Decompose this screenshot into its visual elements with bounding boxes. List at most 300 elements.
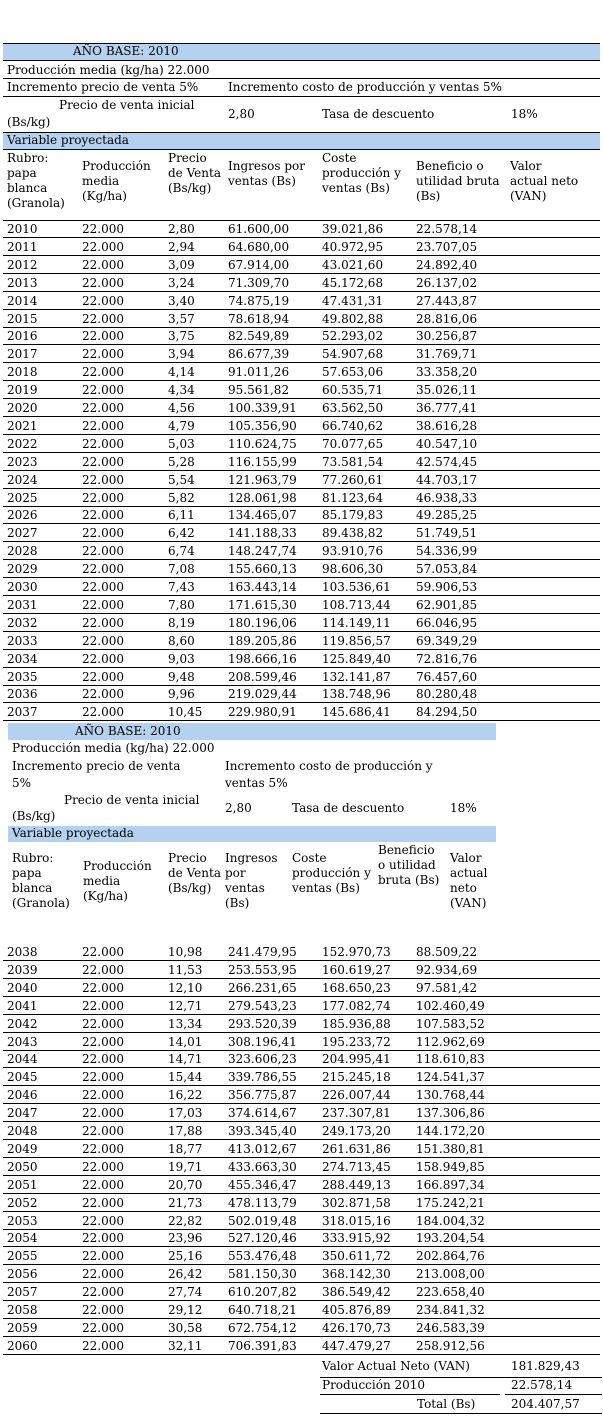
table-cell: 293.520,39 <box>228 1016 297 1031</box>
table2-price-increase-1: Incremento precio de venta <box>12 759 181 773</box>
row-divider <box>3 595 600 596</box>
table-cell: 22.000 <box>82 418 124 433</box>
table-cell: 405.876,89 <box>322 1303 391 1317</box>
row-divider <box>3 720 600 721</box>
table-row <box>0 1195 603 1212</box>
table1-projected: Variable proyectada <box>7 133 129 147</box>
table1-header-ingresos: Ingresos por ventas (Bs) <box>228 159 305 188</box>
table-cell: 215.245,18 <box>322 1070 391 1085</box>
table-cell: 2010 <box>7 222 38 236</box>
table-cell: 22.000 <box>82 562 124 577</box>
table-cell: 350.611,72 <box>322 1249 391 1264</box>
table-cell: 22,82 <box>168 1213 203 1228</box>
table1-header-produccion: Producción media (Kg/ha) <box>82 159 151 203</box>
table2-initial-price-unit: (Bs/kg) <box>12 809 56 823</box>
table-row <box>0 651 603 668</box>
table-row <box>0 1087 603 1104</box>
row-divider <box>3 667 600 668</box>
row-divider <box>3 327 600 328</box>
table-cell: 22.000 <box>82 669 124 684</box>
table-cell: 226.007,44 <box>322 1088 391 1103</box>
row-divider <box>3 1085 600 1086</box>
table-row <box>0 1177 603 1194</box>
table-cell: 2033 <box>7 633 38 648</box>
table-cell: 195.233,72 <box>322 1034 391 1049</box>
table-cell: 67.914,00 <box>228 257 290 272</box>
table-cell: 253.553,95 <box>228 962 297 977</box>
table-cell: 279.543,23 <box>228 998 297 1013</box>
table-row <box>0 579 603 596</box>
row-divider <box>3 523 600 524</box>
table-cell: 10,45 <box>168 705 203 720</box>
table-cell: 22.000 <box>82 1070 124 1085</box>
table-cell: 2060 <box>7 1338 38 1353</box>
table-cell: 124.541,37 <box>416 1070 485 1085</box>
table-cell: 22.000 <box>82 615 124 630</box>
table-cell: 2045 <box>7 1070 38 1085</box>
table2-header-precio: Precio de Venta (Bs/kg) <box>168 851 221 895</box>
table-cell: 22.000 <box>82 998 124 1013</box>
table-cell: 22.000 <box>82 945 124 959</box>
table-cell: 36.777,41 <box>416 401 478 415</box>
table-cell: 7,80 <box>168 597 195 612</box>
table-cell: 148.247,74 <box>228 544 297 559</box>
table-cell: 323.606,23 <box>228 1052 297 1067</box>
table-cell: 40.972,95 <box>322 239 384 254</box>
table-cell: 447.479,27 <box>322 1338 391 1353</box>
table-cell: 386.549,42 <box>322 1285 391 1300</box>
row-divider <box>3 1336 600 1337</box>
row-divider <box>3 434 600 435</box>
table-cell: 249.173,20 <box>322 1124 391 1138</box>
table-row <box>0 1302 603 1319</box>
table-cell: 426.170,73 <box>322 1320 391 1335</box>
table-cell: 2040 <box>7 980 38 995</box>
row-divider <box>3 237 600 238</box>
table-cell: 258.912,56 <box>416 1338 485 1353</box>
table-cell: 180.196,06 <box>228 615 297 630</box>
table-cell: 393.345,40 <box>228 1124 297 1138</box>
table-cell: 27,74 <box>168 1285 203 1300</box>
table-row <box>0 980 603 997</box>
table-cell: 22.000 <box>82 454 124 469</box>
row-divider <box>3 685 600 686</box>
row-divider <box>3 380 600 381</box>
row-divider <box>3 1032 600 1033</box>
table-cell: 42.574,45 <box>416 454 478 469</box>
table-row <box>0 1284 603 1301</box>
table-row <box>0 507 603 524</box>
table-cell: 171.615,30 <box>228 597 297 612</box>
table-cell: 672.754,12 <box>228 1320 297 1335</box>
table-cell: 22.000 <box>82 1106 124 1121</box>
row-divider <box>3 1300 600 1301</box>
table-cell: 2,80 <box>168 222 195 236</box>
table-cell: 23,96 <box>168 1231 203 1246</box>
table-cell: 63.562,50 <box>322 401 384 415</box>
table2-header-rubro: Rubro: papa blanca (Granola) <box>12 851 70 910</box>
table-row <box>0 1069 603 1086</box>
table-row <box>0 633 603 650</box>
table-cell: 8,60 <box>168 633 195 648</box>
row-divider <box>3 577 600 578</box>
table-cell: 5,03 <box>168 436 195 451</box>
table-cell: 333.915,92 <box>322 1231 391 1246</box>
table-row <box>0 998 603 1015</box>
table1-price-increase: Incremento precio de venta 5% <box>7 80 199 94</box>
table-cell: 158.949,85 <box>416 1159 485 1174</box>
table-cell: 35.026,11 <box>416 383 478 398</box>
row-divider <box>3 1157 600 1158</box>
table-row <box>0 1105 603 1122</box>
table-cell: 54.907,68 <box>322 347 384 362</box>
row-divider <box>3 1229 600 1230</box>
table-cell: 455.346,47 <box>228 1177 297 1192</box>
table-cell: 706.391,83 <box>228 1338 297 1353</box>
table-cell: 93.910,76 <box>322 544 384 559</box>
table-cell: 234.841,32 <box>416 1303 485 1317</box>
summary-total-value: 204.407,57 <box>511 1397 580 1411</box>
table-cell: 12,71 <box>168 998 203 1013</box>
table2-discount: 18% <box>450 801 477 815</box>
table-row <box>0 436 603 453</box>
row-divider <box>3 291 600 292</box>
table-cell: 22.000 <box>82 383 124 398</box>
table-cell: 2024 <box>7 472 38 487</box>
table-cell: 478.113,79 <box>228 1195 297 1210</box>
table-cell: 2027 <box>7 526 38 541</box>
table-cell: 45.172,68 <box>322 275 384 290</box>
table-cell: 22.000 <box>82 1338 124 1353</box>
table-cell: 134.465,07 <box>228 508 297 523</box>
table-row <box>0 1320 603 1337</box>
table-cell: 26,42 <box>168 1267 203 1282</box>
table-cell: 66.046,95 <box>416 615 478 630</box>
table-cell: 22.000 <box>82 980 124 995</box>
table-cell: 204.995,41 <box>322 1052 391 1067</box>
table-row <box>0 257 603 274</box>
table-cell: 108.713,44 <box>322 597 391 612</box>
table-cell: 2020 <box>7 401 38 415</box>
table-cell: 274.713,45 <box>322 1159 391 1174</box>
row-divider <box>3 702 600 703</box>
table-cell: 219.029,44 <box>228 687 297 702</box>
row-divider <box>3 1067 600 1068</box>
table-cell: 2032 <box>7 615 38 630</box>
table-cell: 97.581,42 <box>416 980 478 995</box>
table2-base-year: AÑO BASE: 2010 <box>75 724 181 738</box>
table-cell: 22.000 <box>82 526 124 541</box>
table-cell: 160.619,27 <box>322 962 391 977</box>
table-cell: 202.864,76 <box>416 1249 485 1264</box>
table-cell: 22.000 <box>82 1267 124 1282</box>
row-divider <box>3 541 600 542</box>
table-cell: 163.443,14 <box>228 580 297 594</box>
table-cell: 12,10 <box>168 980 203 995</box>
table-row <box>0 1159 603 1176</box>
table-row <box>0 490 603 507</box>
table-cell: 137.306,86 <box>416 1106 485 1121</box>
table-cell: 14,71 <box>168 1052 203 1067</box>
table-cell: 2018 <box>7 365 38 380</box>
table-cell: 3,75 <box>168 329 195 344</box>
table-cell: 22.000 <box>82 1141 124 1156</box>
table-cell: 26.137,02 <box>416 275 478 290</box>
table-cell: 22.000 <box>82 472 124 487</box>
table-cell: 6,74 <box>168 544 195 559</box>
table-cell: 46.938,33 <box>416 490 478 505</box>
table-row <box>0 311 603 328</box>
table-cell: 22.000 <box>82 1016 124 1031</box>
table-cell: 189.205,86 <box>228 633 297 648</box>
table-row <box>0 454 603 471</box>
table-cell: 368.142,30 <box>322 1267 391 1282</box>
table-cell: 22.000 <box>82 436 124 451</box>
row-divider <box>3 1175 600 1176</box>
table-cell: 95.561,82 <box>228 383 290 398</box>
table-cell: 2025 <box>7 490 38 505</box>
table-cell: 92.934,69 <box>416 962 478 977</box>
table1-initial-price: 2,80 <box>228 107 255 121</box>
table-row <box>0 597 603 614</box>
table1-initial-price-unit: (Bs/kg) <box>7 115 51 129</box>
table-row <box>0 1016 603 1033</box>
table-cell: 175.242,21 <box>416 1195 485 1210</box>
table-cell: 22.000 <box>82 329 124 344</box>
table2-production: Producción media (kg/ha) 22.000 <box>12 741 215 755</box>
table-cell: 22.000 <box>82 651 124 666</box>
table-cell: 3,09 <box>168 257 195 272</box>
table-cell: 85.179,83 <box>322 508 384 523</box>
table-cell: 30,58 <box>168 1320 203 1335</box>
table-cell: 78.618,94 <box>228 311 290 326</box>
table-cell: 22.000 <box>82 597 124 612</box>
table-cell: 54.336,99 <box>416 544 478 559</box>
row-divider <box>3 960 600 961</box>
row-divider <box>3 452 600 453</box>
table-cell: 302.871,58 <box>322 1195 391 1210</box>
table-cell: 433.663,30 <box>228 1159 297 1174</box>
table-cell: 2039 <box>7 962 38 977</box>
table-row <box>0 364 603 381</box>
table-cell: 339.786,55 <box>228 1070 297 1085</box>
table-cell: 116.155,99 <box>228 454 297 469</box>
table-cell: 77.260,61 <box>322 472 384 487</box>
table-row <box>0 1141 603 1158</box>
table-cell: 49.285,25 <box>416 508 478 523</box>
row-divider <box>3 1014 600 1015</box>
table-cell: 22.000 <box>82 633 124 648</box>
table-row <box>0 1338 603 1355</box>
table-cell: 43.021,60 <box>322 257 384 272</box>
table-cell: 105.356,90 <box>228 418 297 433</box>
table-cell: 28.816,06 <box>416 311 478 326</box>
table-cell: 2041 <box>7 998 38 1013</box>
table-row <box>0 561 603 578</box>
table-cell: 89.438,82 <box>322 526 384 541</box>
table-row <box>0 418 603 435</box>
table-cell: 29,12 <box>168 1303 203 1317</box>
table-row <box>0 346 603 363</box>
table-cell: 138.748,96 <box>322 687 391 702</box>
table-cell: 177.082,74 <box>322 998 391 1013</box>
table-cell: 84.294,50 <box>416 705 478 720</box>
table-cell: 57.653,06 <box>322 365 384 380</box>
table-cell: 2050 <box>7 1159 38 1174</box>
table-cell: 132.141,87 <box>322 669 391 684</box>
table-cell: 2037 <box>7 705 38 720</box>
table-cell: 22.000 <box>82 1088 124 1103</box>
table-cell: 2054 <box>7 1231 38 1246</box>
row-divider <box>3 1318 600 1319</box>
row-divider <box>3 309 600 310</box>
table-cell: 114.149,11 <box>322 615 391 630</box>
table-cell: 9,48 <box>168 669 195 684</box>
table-cell: 288.449,13 <box>322 1177 391 1192</box>
table-cell: 88.509,22 <box>416 945 478 959</box>
table-cell: 2036 <box>7 687 38 702</box>
table-row <box>0 1248 603 1265</box>
table-row <box>0 1051 603 1068</box>
table2-initial-price: 2,80 <box>225 801 252 815</box>
table-cell: 110.624,75 <box>228 436 297 451</box>
table-cell: 69.349,29 <box>416 633 478 648</box>
table-cell: 2049 <box>7 1141 38 1156</box>
table-cell: 57.053,84 <box>416 562 478 577</box>
table-cell: 47.431,31 <box>322 293 384 308</box>
table-cell: 14,01 <box>168 1034 203 1049</box>
table-cell: 261.631,86 <box>322 1141 391 1156</box>
table-cell: 107.583,52 <box>416 1016 485 1031</box>
table-row <box>0 543 603 560</box>
table-cell: 80.280,48 <box>416 687 478 702</box>
table2-cost-increase-1: Incremento costo de producción y <box>225 759 433 773</box>
table-row <box>0 962 603 979</box>
table-cell: 2026 <box>7 508 38 523</box>
table-cell: 3,94 <box>168 347 195 362</box>
table-cell: 119.856,57 <box>322 633 391 648</box>
row-divider <box>3 1211 600 1212</box>
row-divider <box>3 1264 600 1265</box>
table-cell: 6,42 <box>168 526 195 541</box>
table-cell: 22.000 <box>82 508 124 523</box>
table-cell: 527.120,46 <box>228 1231 297 1246</box>
table-cell: 32,11 <box>168 1338 203 1353</box>
table-cell: 31.769,71 <box>416 347 478 362</box>
table-cell: 2014 <box>7 293 38 308</box>
table-cell: 2051 <box>7 1177 38 1192</box>
table-cell: 318.015,16 <box>322 1213 391 1228</box>
table-cell: 22.000 <box>82 239 124 254</box>
table-cell: 2015 <box>7 311 38 326</box>
row-divider <box>3 1354 600 1355</box>
table-cell: 4,56 <box>168 401 195 415</box>
row-divider <box>3 649 600 650</box>
table-cell: 610.207,82 <box>228 1285 297 1300</box>
table-cell: 51.749,51 <box>416 526 478 541</box>
table2-initial-price-label: Precio de venta inicial <box>64 793 200 807</box>
table-cell: 102.460,49 <box>416 998 485 1013</box>
summary-prod-value: 22.578,14 <box>511 1378 573 1392</box>
table-cell: 2011 <box>7 239 38 254</box>
table-cell: 2019 <box>7 383 38 398</box>
table-cell: 193.204,54 <box>416 1231 485 1246</box>
table-row <box>0 1230 603 1247</box>
table-cell: 3,40 <box>168 293 195 308</box>
table-cell: 8,19 <box>168 615 195 630</box>
table-cell: 308.196,41 <box>228 1034 297 1049</box>
table-row <box>0 400 603 417</box>
table-row <box>0 239 603 256</box>
table2-base-year-band <box>8 723 496 740</box>
table-cell: 22.000 <box>82 544 124 559</box>
table-cell: 22.000 <box>82 293 124 308</box>
table-cell: 121.963,79 <box>228 472 297 487</box>
table-cell: 4,34 <box>168 383 195 398</box>
table-row <box>0 704 603 721</box>
table-row <box>0 669 603 686</box>
table-cell: 24.892,40 <box>416 257 478 272</box>
table-cell: 66.740,62 <box>322 418 384 433</box>
table-cell: 22.000 <box>82 1124 124 1138</box>
table-cell: 130.768,44 <box>416 1088 485 1103</box>
table2-header-coste: Coste producción y ventas (Bs) <box>292 851 371 895</box>
table-cell: 2046 <box>7 1088 38 1103</box>
table-cell: 2022 <box>7 436 38 451</box>
table-cell: 155.660,13 <box>228 562 297 577</box>
table-cell: 82.549,89 <box>228 329 290 344</box>
table2-price-increase-2: 5% <box>12 776 32 790</box>
row-divider <box>3 559 600 560</box>
table-cell: 144.172,20 <box>416 1124 485 1138</box>
table-cell: 2012 <box>7 257 38 272</box>
table-cell: 141.188,33 <box>228 526 297 541</box>
table-cell: 2058 <box>7 1303 38 1317</box>
table-cell: 27.443,87 <box>416 293 478 308</box>
table-cell: 22.000 <box>82 1231 124 1246</box>
row-divider <box>3 470 600 471</box>
table1-projected-band <box>3 133 600 149</box>
table-cell: 2013 <box>7 275 38 290</box>
table-cell: 374.614,67 <box>228 1106 297 1121</box>
table-row <box>0 615 603 632</box>
table-cell: 198.666,16 <box>228 651 297 666</box>
row-divider <box>3 1121 600 1122</box>
table1-cost-increase: Incremento costo de producción y ventas 5% <box>228 80 502 94</box>
table-cell: 22.000 <box>82 1320 124 1335</box>
table-cell: 61.600,00 <box>228 222 290 236</box>
table-cell: 246.583,39 <box>416 1320 485 1335</box>
row-divider <box>3 613 600 614</box>
table-cell: 22.000 <box>82 1034 124 1049</box>
table-cell: 2044 <box>7 1052 38 1067</box>
table-cell: 2047 <box>7 1106 38 1121</box>
table-row <box>0 275 603 292</box>
table-cell: 356.775,87 <box>228 1088 297 1103</box>
table-cell: 22.000 <box>82 705 124 720</box>
table-cell: 2052 <box>7 1195 38 1210</box>
table1-header-beneficio: Beneficio o utilidad bruta (Bs) <box>416 159 500 203</box>
summary-van-value: 181.829,43 <box>511 1359 580 1373</box>
table-cell: 74.875,19 <box>228 293 290 308</box>
table-cell: 4,79 <box>168 418 195 433</box>
table-cell: 52.293,02 <box>322 329 384 344</box>
table-cell: 2034 <box>7 651 38 666</box>
table-cell: 22.000 <box>82 687 124 702</box>
table2-header-produccion: Producción media (Kg/ha) <box>83 859 152 903</box>
table-cell: 151.380,81 <box>416 1141 485 1156</box>
table-cell: 60.535,71 <box>322 383 384 398</box>
